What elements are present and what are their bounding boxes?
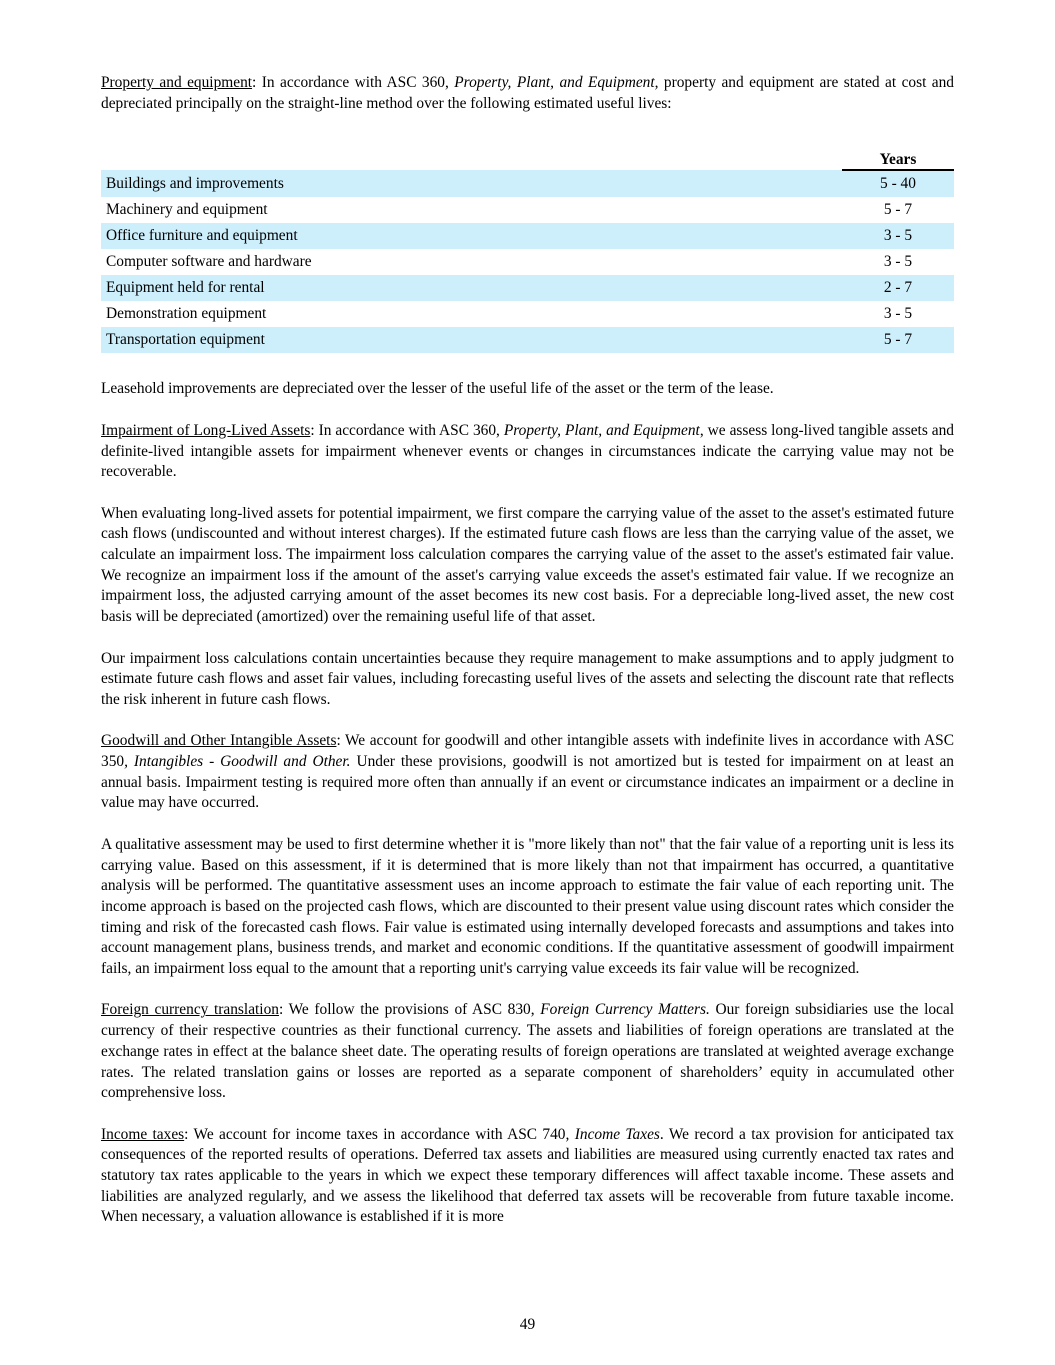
table-row: Equipment held for rental 2 - 7 (101, 275, 954, 301)
evaluating-paragraph: When evaluating long-lived assets for potential impairment, we first compare the carrying value of the asset to the asset's estimated future cash flows (undiscounted and without interest charges). If the estimated future cash flows are less than the carrying value of the asset, we calculate an impairment loss. The impairment loss calculation compares the carrying value of the asset to the asset's estimated fair value. We recognize an impairment loss if the amount of the asset's carrying value exceeds the asset's estimated fair value. If we recognize an impairment loss, the adjusted carrying amount of the asset becomes its new cost basis. For a depreciable long-lived asset, the new cost basis will be depreciated (amortized) over the remaining useful life of that asset. (101, 504, 954, 626)
qualitative-paragraph: A qualitative assessment may be used to first determine whether it is "more likely than not" that the fair value of a reporting unit is less its carrying value. Based on this assessment, if it is determined that is more likely than not that impairment has occurred, a quantitative analysis will be performed. The quantitative assessment uses an income approach to estimate the fair value of each reporting unit. The income approach is based on the projected cash flows, which are discounted to their present value using discount rates which consider the timing and risk of the forecasted cash flows. Fair value is estimated using internally developed forecasts and assumptions and takes into account management plans, business trends, and market and economic conditions. If the quantitative assessment of goodwill impairment fails, an impairment loss equal to the amount that a reporting unit's carrying value exceeds its fair value will be recognized. (101, 835, 954, 978)
table-row: Demonstration equipment 3 - 5 (106, 305, 913, 323)
table-row: Transportation equipment 5 - 7 (101, 327, 954, 353)
income-heading: Income taxes (101, 1125, 185, 1143)
table-row: Buildings and improvements 5 - 40 (101, 170, 954, 197)
impairment-heading: Impairment of Long-Lived Assets (101, 421, 311, 439)
table-row: Machinery and equipment 5 - 7 (106, 201, 913, 219)
page-number: 49 (519, 1316, 536, 1333)
impairment-paragraph: Impairment of Long-Lived Assets: In accordance with ASC 360, Property, Plant, and Equipment, we assess long-lived tangible assets and definite-lived intangible assets for impairment whenever events or changes in circumstances indicate the carrying value may not be recoverable. (101, 421, 955, 481)
uncertainties-paragraph: Our impairment loss calculations contain uncertainties because they require management to make assumptions and to apply judgment to estimate future cash flows and asset fair values, including forecasting useful lives of the assets and selecting the discount rate that reflects the risk inherent in future cash flows. (101, 649, 954, 708)
leasehold-paragraph: Leasehold improvements are depreciated over the lesser of the useful life of the asset or the term of the lease. (101, 380, 774, 398)
property-heading: Property and equipment (101, 74, 253, 91)
years-header: Years (842, 147, 954, 170)
goodwill-heading: Goodwill and Other Intangible Assets (101, 732, 337, 750)
table-row: Office furniture and equipment 3 - 5 (101, 223, 954, 249)
foreign-heading: Foreign currency translation (101, 1001, 279, 1019)
table-row: Computer software and hardware 3 - 5 (106, 253, 913, 271)
income-paragraph: Income taxes: We account for income taxes in accordance with ASC 740, Income Taxes. We record a tax provision for anticipated tax consequences of the reported results of operations. Deferred tax assets and liabilities are measured using currently enacted tax rates and statutory tax rates applicable to the years in which we expect these temporary differences will affect taxable income. These assets and liabilities are analyzed regularly, and we assess the likelihood that deferred tax assets will be recoverable from future taxable income. When necessary, a valuation allowance is established if it is more (101, 1125, 954, 1226)
document-page (101, 73, 954, 1228)
foreign-paragraph: Foreign currency translation: We follow the provisions of ASC 830, Foreign Currency Matters. Our foreign subsidiaries use the local currency of their respective countries as their functional currency. The assets and liabilities of foreign operations are translated at the exchange rates in effect at the balance sheet date. The operating results of foreign operations are translated at weighted average exchange rates. The related translation gains or losses are reported as a separate component of shareholders’ equity in accumulated other comprehensive loss. (101, 1001, 954, 1102)
goodwill-paragraph: Goodwill and Other Intangible Assets: We account for goodwill and other intangible assets with indefinite lives in accordance with ASC 350, Intangibles - Goodwill and Other. Under these provisions, goodwill is not amortized but is tested for impairment on at least an annual basis. Impairment testing is required more often than annually if an event or circumstance indicates an impairment or a decline in value may have occurred. (101, 732, 954, 812)
useful-lives-table (101, 147, 954, 353)
property-paragraph: Property and equipment: In accordance with ASC 360, Property, Plant, and Equipment, property and equipment are stated at cost and depreciated principally on the straight-line method over the following estimated useful lives: (101, 74, 954, 112)
